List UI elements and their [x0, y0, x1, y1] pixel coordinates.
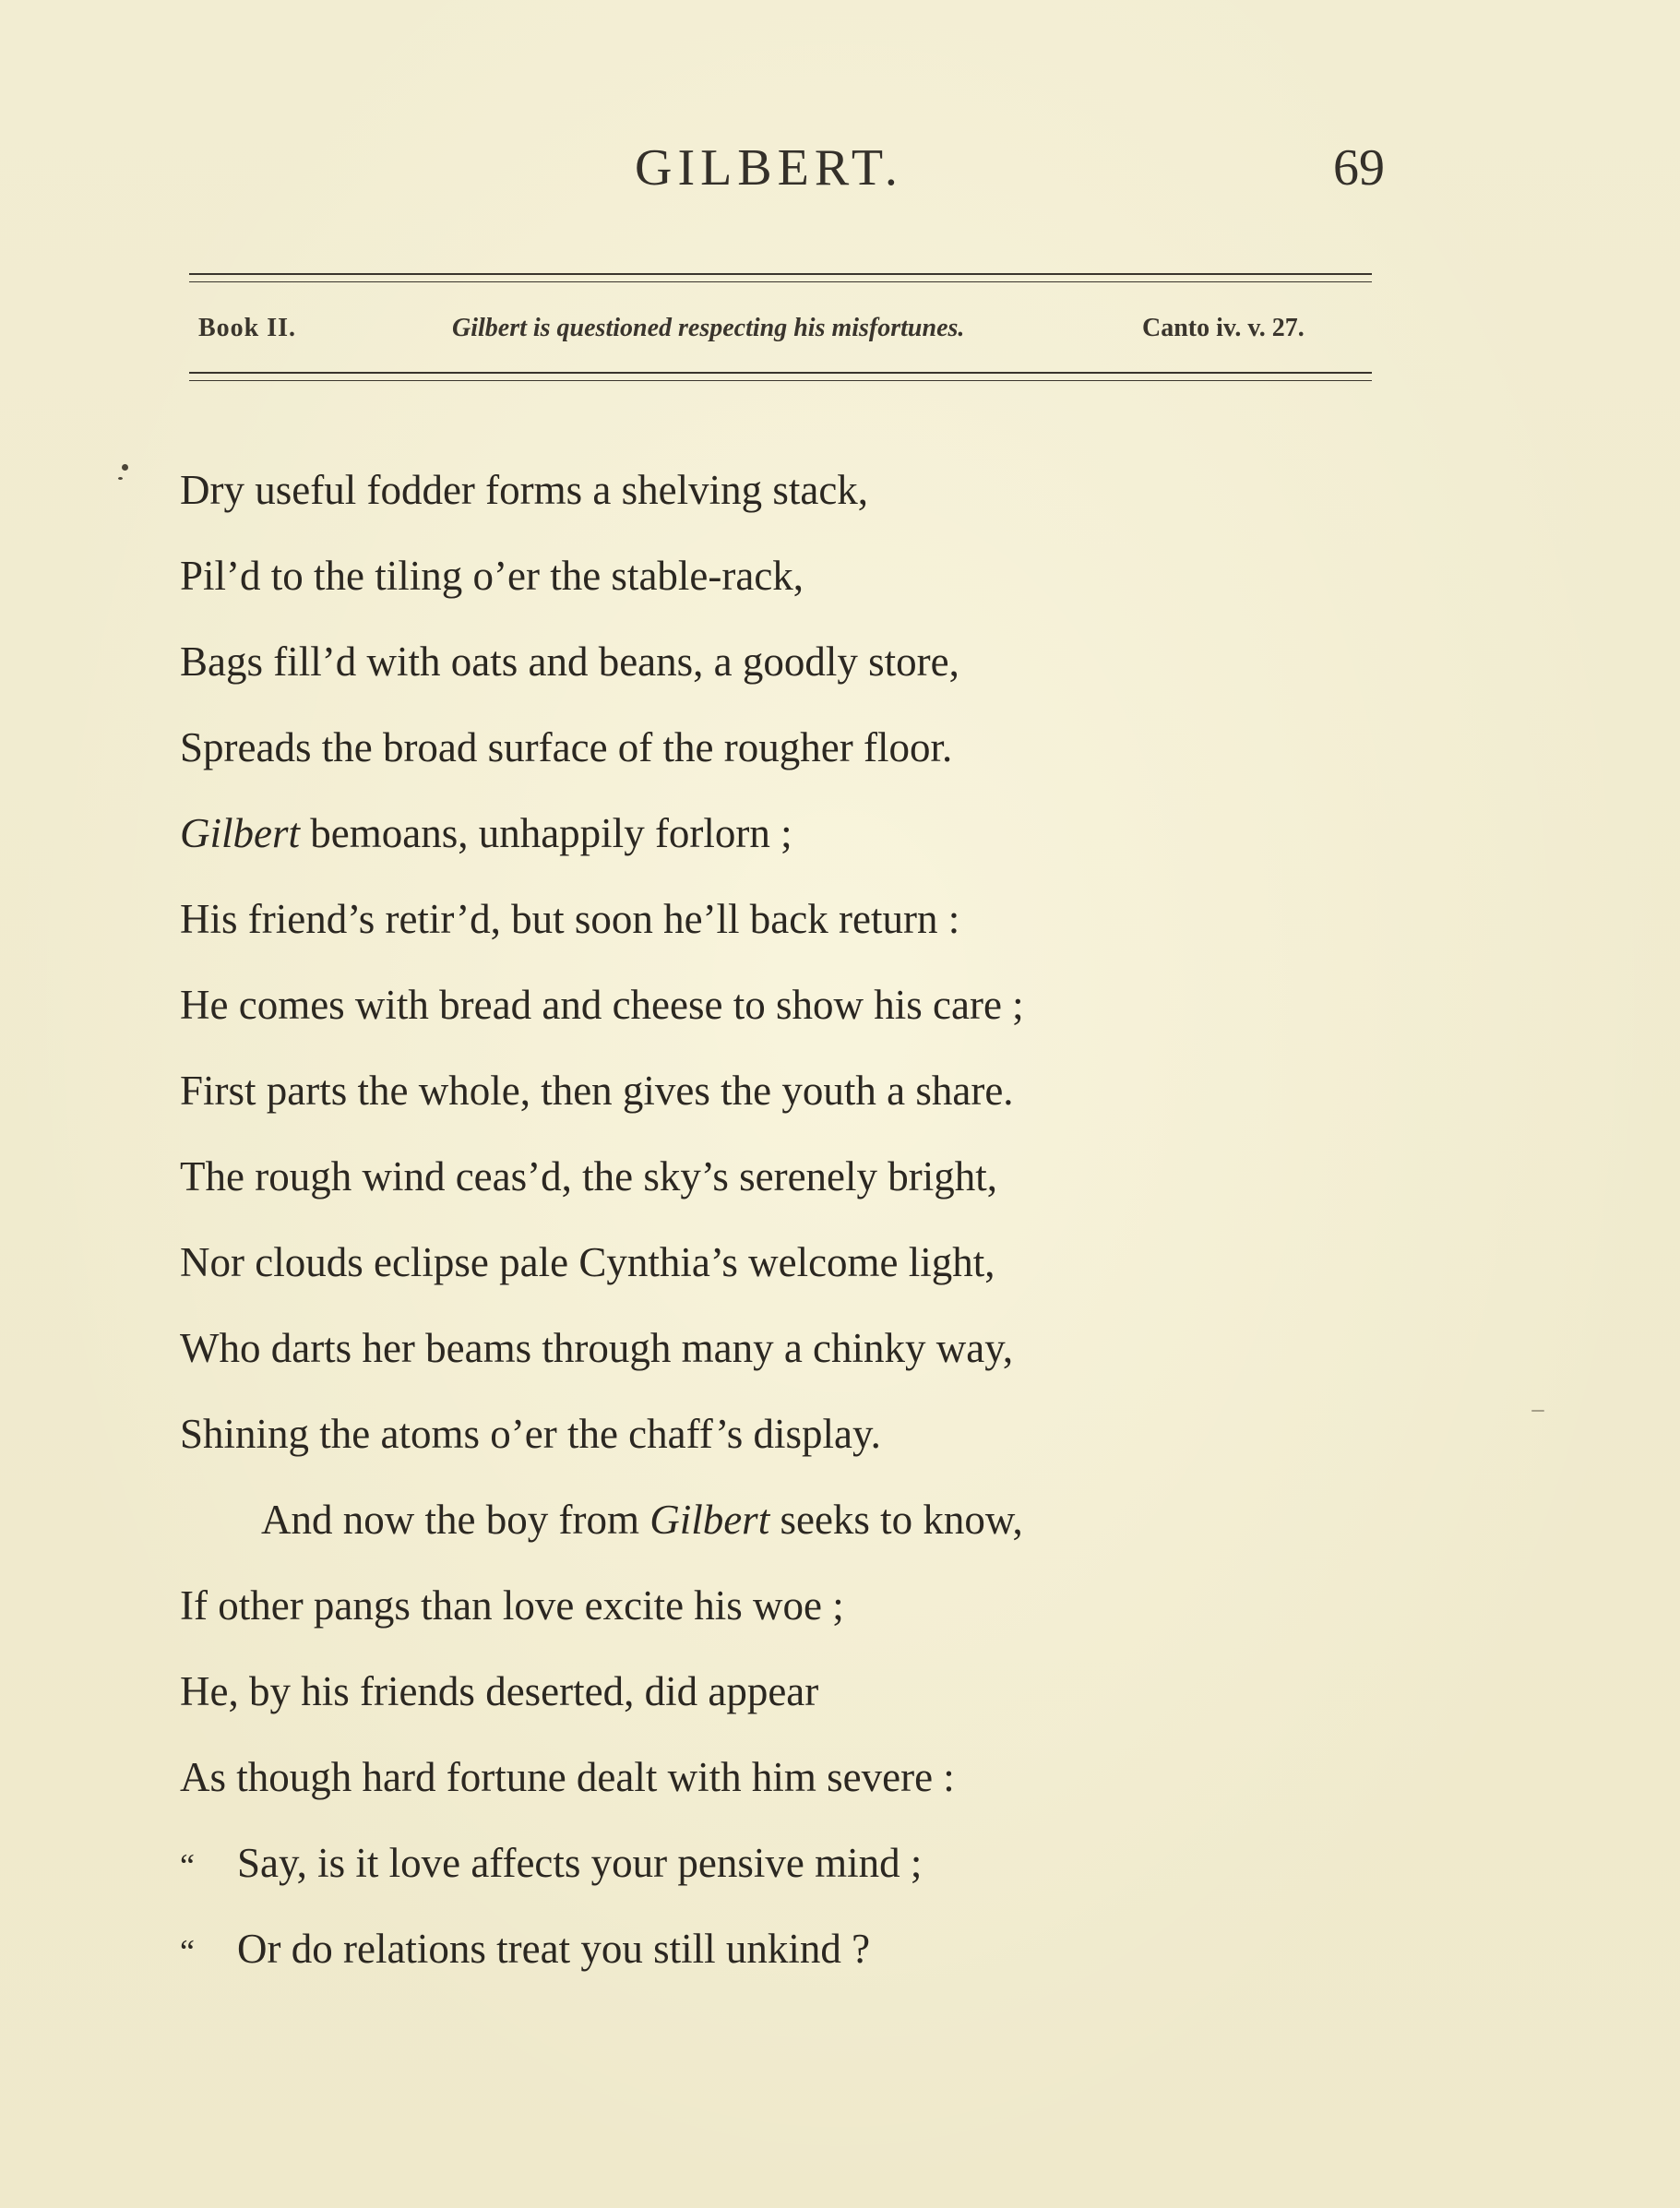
verse-line: Who darts her beams through many a chinky way,: [180, 1325, 1014, 1371]
verse-line: He, by his friends deserted, did appear: [180, 1668, 819, 1714]
poem-text: [180, 448, 1342, 1992]
top-rule-lower: [189, 281, 1372, 282]
verse-text: And now the boy from: [261, 1497, 650, 1543]
verse-text: Say, is it love affects your pensive mind ;: [237, 1840, 923, 1886]
verse-line: As though hard fortune dealt with him severe :: [180, 1754, 955, 1800]
verse-text: Or do relations treat you still unkind ?: [237, 1926, 871, 1972]
verse-line: Pil’d to the tiling o’er the stable-rack,: [180, 553, 804, 599]
ink-speck: [1531, 1410, 1544, 1412]
page-number: 69: [1333, 139, 1385, 197]
character-name: Gilbert: [180, 810, 300, 856]
top-rule-upper: [189, 273, 1372, 275]
verse-line: His friend’s retir’d, but soon he’ll back return :: [180, 896, 960, 942]
verse-text: seeks to know,: [769, 1497, 1023, 1543]
verse-line: Dry useful fodder forms a shelving stack,: [180, 467, 869, 513]
verse-line: The rough wind ceas’d, the sky’s serenely bright,: [180, 1153, 998, 1199]
verse-line: Shining the atoms o’er the chaff’s display.: [180, 1411, 881, 1457]
character-name: Gilbert: [649, 1497, 770, 1543]
running-title: GILBERT.: [635, 139, 903, 197]
verse-line: If other pangs than love excite his woe ;: [180, 1582, 844, 1629]
verse-line: Nor clouds eclipse pale Cynthia’s welcome light,: [180, 1239, 995, 1285]
argument-text: Gilbert is questioned respecting his misfortunes.: [452, 314, 965, 342]
bottom-rule-upper: [189, 372, 1372, 374]
verse-line: [180, 791, 1342, 877]
verse-line: [180, 1820, 1342, 1906]
quotation-mark: “: [180, 1847, 195, 1884]
verse-line: Spreads the broad surface of the rougher floor.: [180, 724, 953, 770]
verse-line: Bags fill’d with oats and beans, a goodly store,: [180, 639, 959, 685]
verse-text: bemoans, unhappily forlorn ;: [300, 810, 792, 856]
ink-speck: [118, 477, 123, 480]
canto-label: Canto iv. v. 27.: [1142, 314, 1305, 342]
book-label: Book II.: [198, 314, 297, 342]
bottom-rule-lower: [189, 380, 1372, 381]
verse-line: First parts the whole, then gives the youth a share.: [180, 1068, 1014, 1114]
quotation-mark: “: [180, 1933, 195, 1970]
verse-line: He comes with bread and cheese to show his care ;: [180, 982, 1024, 1028]
argument-header: [198, 314, 1365, 351]
verse-line: [180, 1477, 1342, 1563]
running-head: [0, 138, 1680, 212]
ink-speck: [122, 464, 128, 471]
verse-line: [180, 1906, 1342, 1992]
